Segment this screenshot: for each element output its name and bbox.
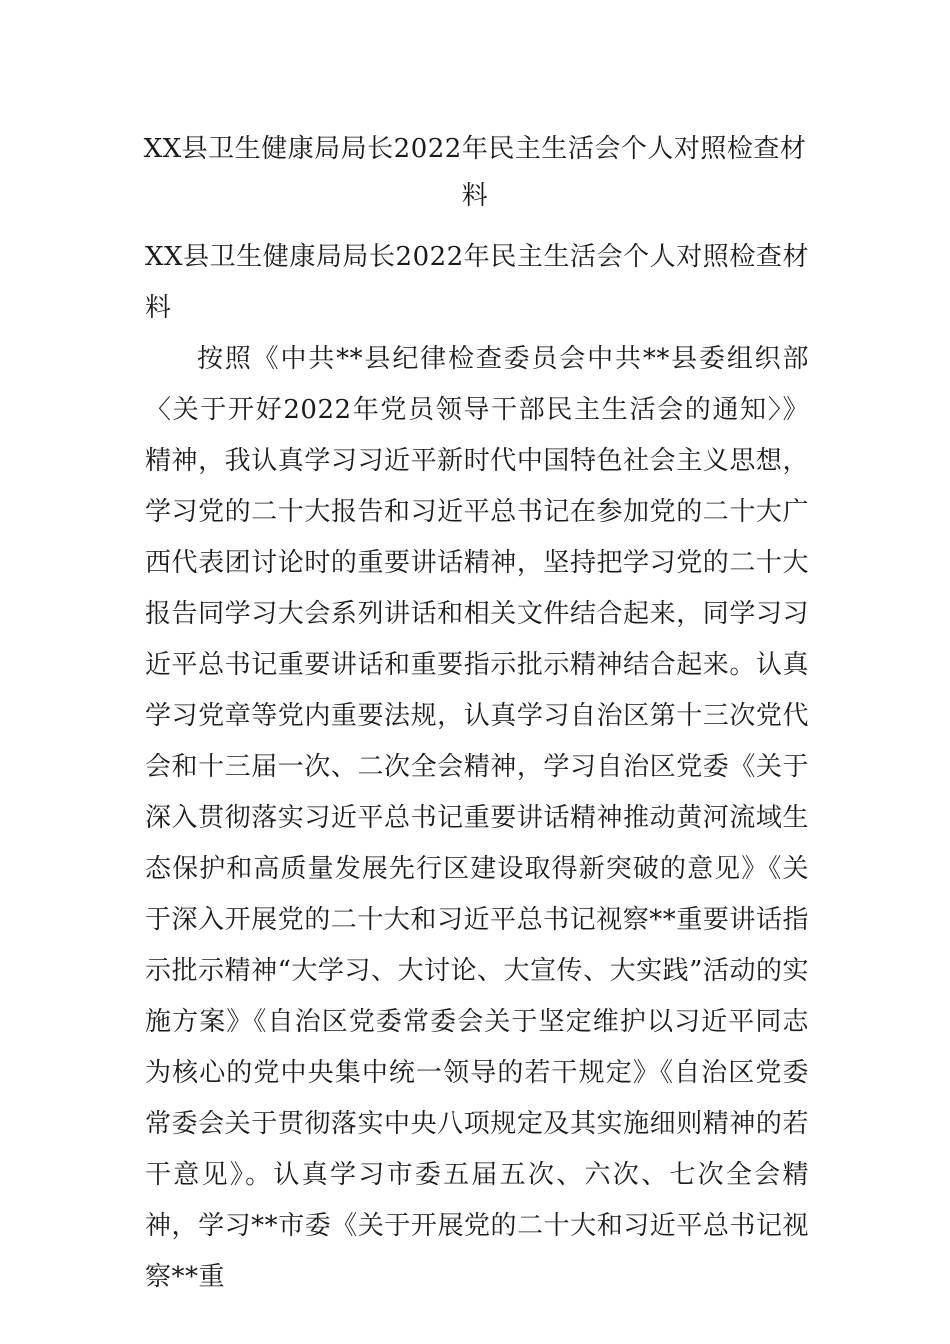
document-subtitle: XX县卫生健康局局长2022年民主生活会个人对照检查材料 <box>145 242 809 323</box>
document-title: XX县卫生健康局局长2022年民主生活会个人对照检查材料 <box>143 134 807 211</box>
document-body <box>145 232 809 1303</box>
body-paragraph: 按照《中共**县纪律检查委员会中共**县委组织部〈关于开好2022年党员领导干部民主生活会的通知〉》精神，我认真学习习近平新时代中国特色社会主义思想，学习党的二十大报告和习近平总书记在参加党的二十大广西代表团讨论时的重要讲话精神，坚持把学习党的二十大报告同学习大会系列讲话和相关文件结合起来，同学习习近平总书记重要讲话和重要指示批示精神结合起来。认真学习党章等党内重要法规，认真学习自治区第十三次党代会和十三届一次、二次全会精神，学习自治区党委《关于深入贯彻落实习近平总书记重要讲话精神推动黄河流域生态保护和高质量发展先行区建设取得新突破的意见》《关于深入开展党的二十大和习近平总书记视察**重要讲话指示批示精神“大学习、大讨论、大宣传、大实践”活动的实施方案》《自治区党委常委会关于坚定维护以习近平同志为核心的党中央集中统一领导的若干规定》《自治区党委常委会关于贯彻落实中央八项规定及其实施细则精神的若干意见》。认真学习市委五届五次、六次、七次全会精神，学习**市委《关于开展党的二十大和习近平总书记视察**重 <box>145 344 809 1292</box>
